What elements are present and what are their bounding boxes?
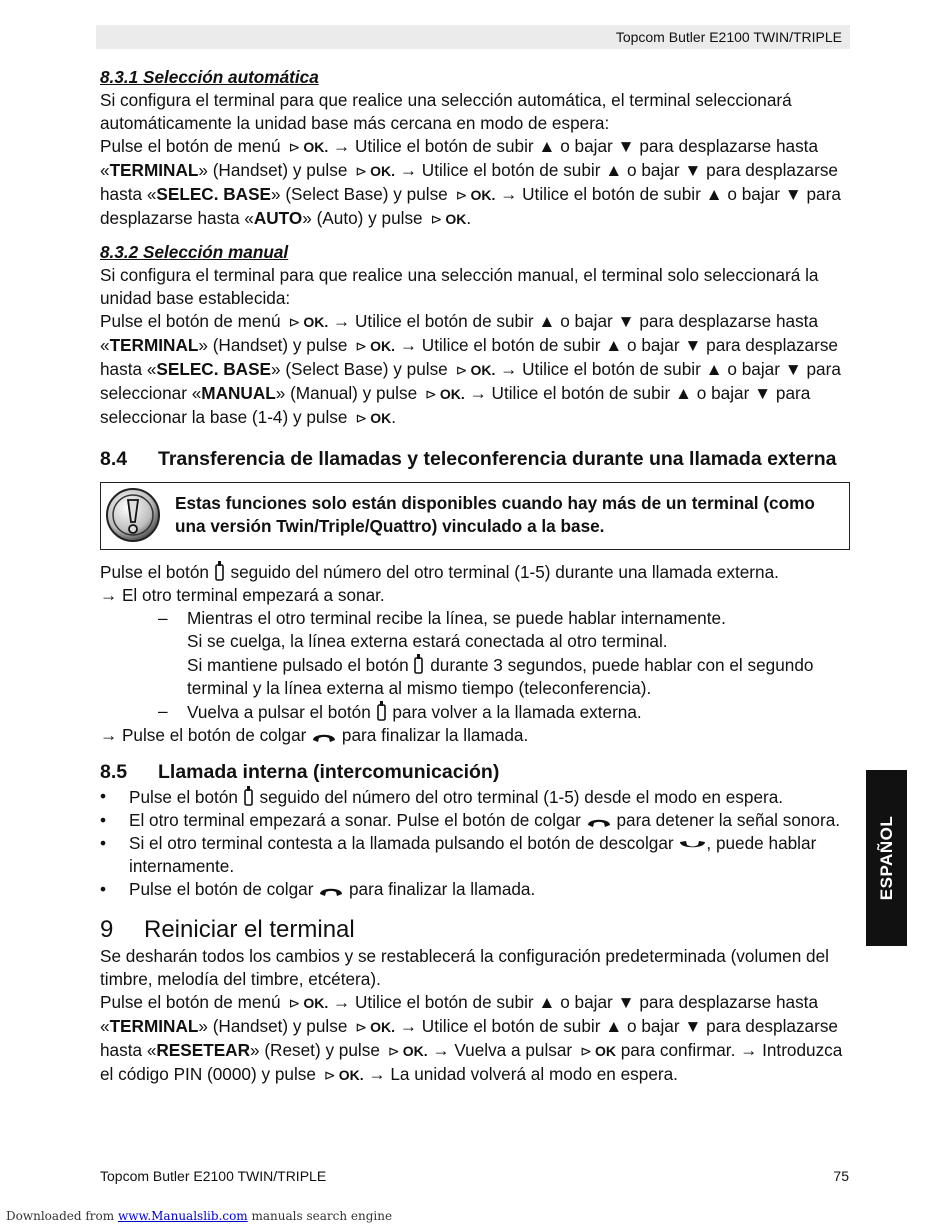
menu-ok-icon: ⊳ bbox=[387, 1043, 400, 1059]
page-number: 75 bbox=[833, 1168, 849, 1184]
footer-title: Topcom Butler E2100 TWIN/TRIPLE bbox=[100, 1168, 327, 1184]
intercom-button-icon bbox=[413, 653, 425, 675]
menu-ok-icon: ⊳ bbox=[580, 1043, 592, 1059]
section-8-3-1-heading: 8.3.1 Selección automática bbox=[100, 67, 319, 87]
section-9-intro: Se desharán todos los cambios y se restablecerá la configuración predeterminada (volumen del timbre, melodía del timbre, etcétera). bbox=[100, 946, 829, 989]
section-8-3-1-steps: Pulse el botón de menú ⊳ OK. → Utilice el botón de subir ▲ o bajar ▼ para desplazarse hasta «TERMINAL» (Handset) y pulse ⊳ OK. → Utilice el botón de subir ▲ o bajar ▼ para desplazarse hasta «SELEC. BASE» (Select Base) y pulse ⊳ OK. → Utilice el botón de subir ▲ o bajar ▼ para desplazarse hasta «AUTO» (Auto) y pulse ⊳ OK. bbox=[100, 135, 850, 231]
menu-ok-icon: ⊳ bbox=[425, 386, 437, 402]
language-side-tab: ESPAÑOL bbox=[866, 770, 907, 946]
list-item: – Vuelva a pulsar el botón para volver a la llamada externa. bbox=[158, 701, 642, 722]
menu-ok-icon: ⊳ bbox=[355, 163, 368, 179]
note-box bbox=[100, 482, 850, 550]
intercom-button-icon bbox=[214, 560, 226, 582]
intercom-button-icon bbox=[376, 700, 388, 722]
list-item: • Pulse el botón seguido del número del otro terminal (1-5) desde el modo en espera. bbox=[100, 786, 784, 807]
list-item: • Si el otro terminal contesta a la llamada pulsando el botón de descolgar , puede hablar internamente. bbox=[100, 833, 817, 876]
section-8-3-2-heading: 8.3.2 Selección manual bbox=[100, 242, 289, 262]
menu-ok-icon: ⊳ bbox=[355, 410, 368, 426]
page-content bbox=[100, 64, 850, 1087]
hang-up-icon bbox=[311, 729, 337, 745]
section-9-heading: 9 Reiniciar el terminal bbox=[100, 916, 355, 943]
menu-ok-icon: ⊳ bbox=[455, 187, 468, 203]
hang-up-icon bbox=[586, 814, 612, 830]
section-8-4-dash-list bbox=[100, 607, 850, 724]
section-8-5-heading: 8.5 Llamada interna (intercomunicación) bbox=[100, 761, 500, 783]
section-8-3-2-steps: Pulse el botón de menú ⊳ OK. → Utilice el botón de subir ▲ o bajar ▼ para desplazarse hasta «TERMINAL» (Handset) y pulse ⊳ OK. → Utilice el botón de subir ▲ o bajar ▼ para desplazarse hasta «SELEC. BASE» (Select Base) y pulse ⊳ OK. → Utilice el botón de subir ▲ o bajar ▼ para seleccionar «MANUAL» (Manual) y pulse ⊳ OK. → Utilice el botón de subir ▲ o bajar ▼ para seleccionar la base (1-4) y pulse ⊳ OK. bbox=[100, 310, 850, 430]
section-9-steps: Pulse el botón de menú ⊳ OK. → Utilice el botón de subir ▲ o bajar ▼ para desplazarse hasta «TERMINAL» (Handset) y pulse ⊳ OK. → Utilice el botón de subir ▲ o bajar ▼ para desplazarse hasta «RESETEAR» (Reset) y pulse ⊳ OK. → Vuelva a pulsar ⊳ OK para confirmar. → Introduzca el código PIN (0000) y pulse ⊳ OK. → La unidad volverá al modo en espera. bbox=[100, 991, 850, 1087]
menu-ok-icon: ⊳ bbox=[355, 1019, 368, 1035]
note-text: Estas funciones solo están disponibles cuando hay más de un terminal (como una versión Twin/Triple/Quattro) vinculado a la base. bbox=[175, 493, 815, 536]
hang-up-icon bbox=[318, 883, 344, 899]
section-8-4-heading: 8.4 Transferencia de llamadas y teleconferencia durante una llamada externa bbox=[100, 448, 837, 470]
manualslib-link[interactable]: www.Manualslib.com bbox=[117, 1209, 248, 1223]
section-8-4-p1: Pulse el botón seguido del número del otro terminal (1-5) durante una llamada externa. bbox=[100, 562, 779, 582]
pick-up-icon bbox=[678, 837, 706, 853]
header-bar bbox=[96, 25, 850, 49]
menu-ok-icon: ⊳ bbox=[455, 362, 468, 378]
warning-exclamation-icon bbox=[105, 487, 161, 543]
section-8-4-p3: → Pulse el botón de colgar para finalizar la llamada. bbox=[100, 725, 529, 745]
list-item: – Mientras el otro terminal recibe la línea, se puede hablar internamente. Si se cuelga, la línea externa estará conectada al otro terminal. Si mantiene pulsado el botón durante 3 segundos, puede hablar con el segundo terminal y la línea externa al mismo tiempo (teleconferencia). bbox=[158, 608, 814, 698]
list-item: • El otro terminal empezará a sonar. Pulse el botón de colgar para detener la señal sonora. bbox=[100, 810, 841, 830]
header-title: Topcom Butler E2100 TWIN/TRIPLE bbox=[615, 29, 842, 45]
list-item: • Pulse el botón de colgar para finalizar la llamada. bbox=[100, 879, 536, 899]
section-8-5-bullet-list bbox=[100, 785, 850, 901]
intercom-button-icon bbox=[243, 785, 255, 807]
download-line: Downloaded from www.Manualslib.com manuals search engine bbox=[6, 1209, 393, 1223]
menu-ok-icon: ⊳ bbox=[288, 314, 301, 330]
menu-ok-icon: ⊳ bbox=[323, 1067, 336, 1083]
section-8-3-1-intro: Si configura el terminal para que realice una selección automática, el terminal seleccionará automáticamente la unidad base más cercana en modo de espera: bbox=[100, 90, 792, 133]
menu-ok-icon: ⊳ bbox=[288, 139, 301, 155]
menu-ok-icon: ⊳ bbox=[430, 211, 443, 227]
menu-ok-icon: ⊳ bbox=[288, 995, 301, 1011]
section-8-4-p2: → El otro terminal empezará a sonar. bbox=[100, 585, 385, 605]
section-8-3-2-intro: Si configura el terminal para que realice una selección manual, el terminal solo seleccionará la unidad base establecida: bbox=[100, 265, 819, 308]
menu-ok-icon: ⊳ bbox=[355, 338, 368, 354]
